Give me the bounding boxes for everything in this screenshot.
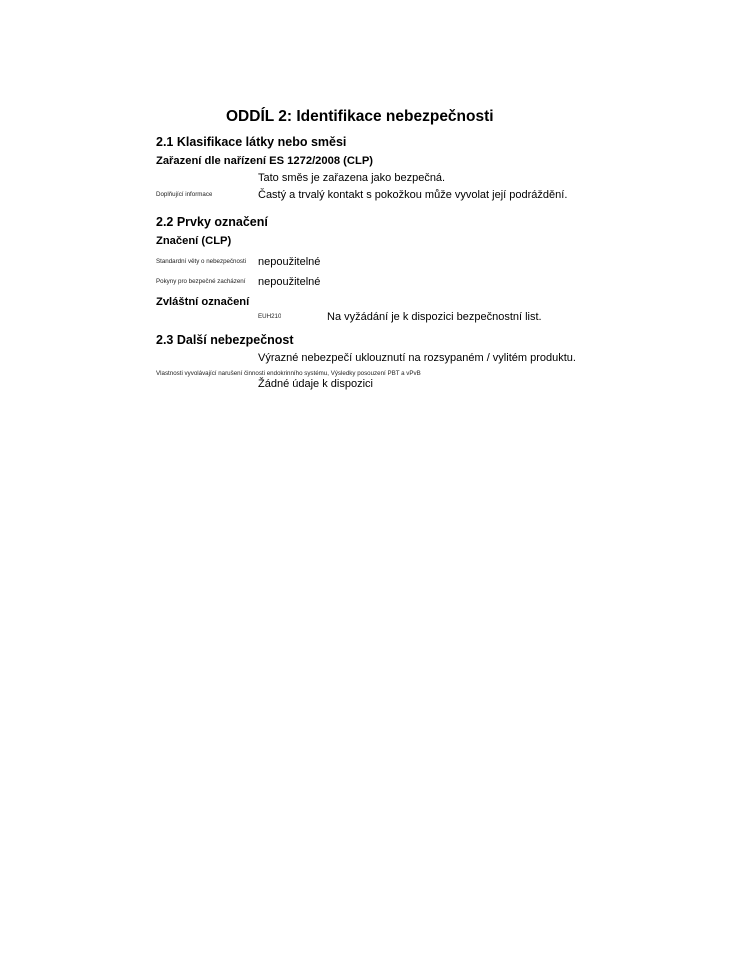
additional-info-label: Doplňující informace — [156, 191, 213, 198]
subheading-clp-labelling: Značení (CLP) — [156, 235, 232, 247]
hazard-statements-value: nepoužitelné — [258, 256, 321, 268]
precautionary-value: nepoužitelné — [258, 276, 321, 288]
additional-info-text: Častý a trvalý kontakt s pokožkou může vyvolat její podráždění. — [258, 189, 568, 201]
euh-text: Na vyžádání je k dispozici bezpečnostní list. — [327, 311, 542, 323]
endocrine-pbt-value: Žádné údaje k dispozici — [258, 378, 373, 390]
other-hazard-text: Výrazné nebezpečí uklouznutí na rozsypaném / vylitém produktu. — [258, 352, 576, 364]
heading-2-1: 2.1 Klasifikace látky nebo směsi — [156, 135, 347, 149]
special-labelling-heading: Zvláštní označení — [156, 296, 250, 308]
euh-code: EUH210 — [258, 313, 282, 320]
classification-text: Tato směs je zařazena jako bezpečná. — [258, 172, 446, 184]
precautionary-label: Pokyny pro bezpečné zacházení — [156, 278, 246, 285]
section-title: ODDÍL 2: Identifikace nebezpečnosti — [226, 108, 494, 125]
heading-2-2: 2.2 Prvky označení — [156, 215, 268, 229]
subheading-clp-classification: Zařazení dle nařízení ES 1272/2008 (CLP) — [156, 155, 374, 167]
hazard-statements-label: Standardní věty o nebezpečnosti — [156, 258, 247, 265]
endocrine-pbt-label: Vlastnosti vyvolávající narušení činnosti endokrinního systému, Výsledky posouzení PBT a vPvB — [156, 370, 421, 377]
heading-2-3: 2.3 Další nebezpečnost — [156, 333, 294, 347]
